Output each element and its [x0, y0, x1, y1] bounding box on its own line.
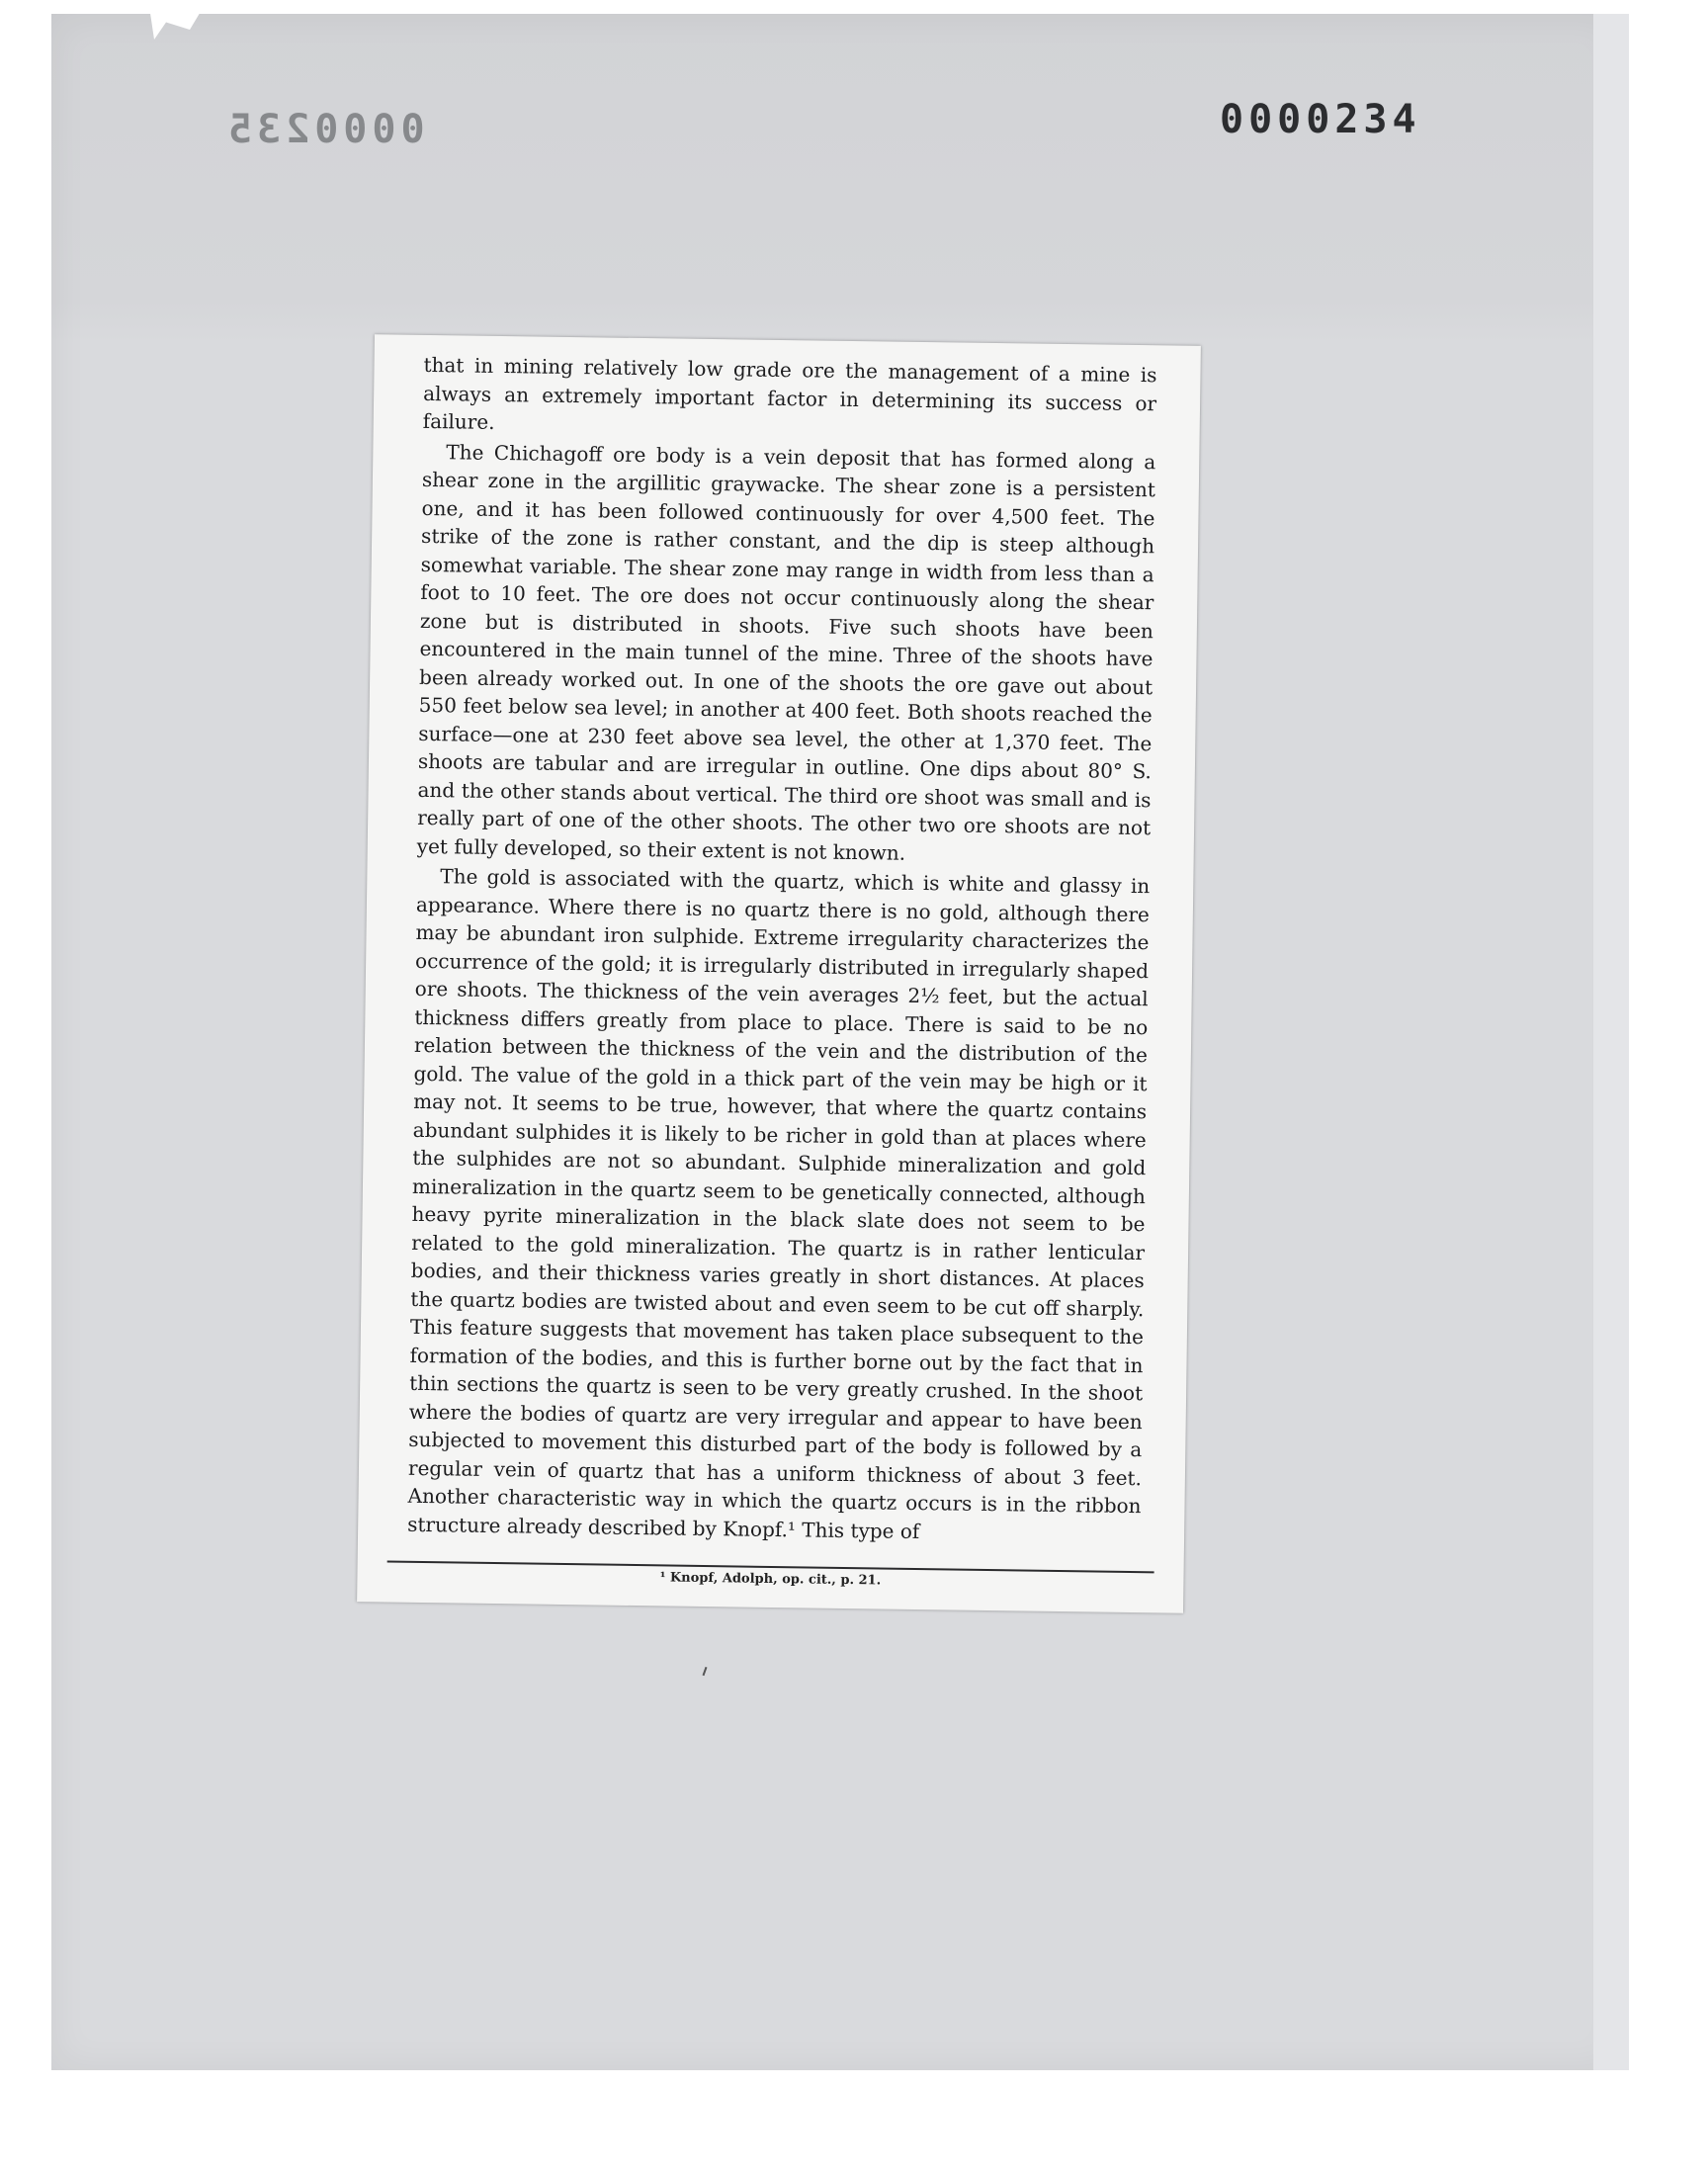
footnote: ¹ Knopf, Adolph, op. cit., p. 21.	[659, 1570, 882, 1589]
paragraph-3: The gold is associated with the quartz, which is white and glassy in appearance. Where there is no quartz there is no gold, although there may be abundant iron sulphide. Extreme irregularity characterizes the occurrence of the gold; it is irregularly distributed in irregularly shaped ore shoots. The thickness of the vein averages 2½ feet, but the actual thickness differs greatly from place to place. There is said to be no relation between the thickness of the vein and the distribution of the gold. The value of the gold in a thick part of the vein may be high or it may not. It seems to be true, however, that where the quartz contains abundant sulphides it is likely to be richer in gold than at places where the sulphides are not so abundant. Sulphide mineralization and gold mineralization in the quartz seem to be genetically connected, although heavy pyrite mineralization in the black slate does not seem to be related to the gold mineralization. The quartz is in rather lenticular bodies, and their thickness varies greatly in short distances. At places the quartz bodies are twisted about and even seem to be cut off sharply. This feature suggests that movement has taken place subsequent to the formation of the bodies, and this is further borne out by the fact that in thin sections the quartz is seen to be very greatly crushed. In the shoot where the bodies of quartz are very irregular and appear to have been subjected to movement this disturbed part of the body is followed by a regular vein of quartz that has a uniform thickness of about 3 feet. Another characteristic way in which the quartz occurs is in the ribbon structure already described by Knopf.¹ This type of	[407, 864, 1151, 1543]
page-stamp-bleedthrough: 0000235	[223, 107, 425, 152]
pasted-clipping	[357, 334, 1201, 1613]
page-stamp: 0000234	[1220, 97, 1421, 142]
clipping-body	[407, 351, 1157, 1548]
paragraph-2: The Chichagoff ore body is a vein deposit that has formed along a shear zone in the argillitic graywacke. The shear zone is a persistent one, and it has been followed continuously for over 4,500 feet. The strike of the zone is rather constant, and the dip is steep although somewhat variable. The shear zone may range in width from less than a foot to 10 feet. The ore does not occur continuously along the shear zone but is distributed in shoots. Five such shoots have been encountered in the main tunnel of the mine. Three of the shoots have been already worked out. In one of the shoots the ore gave out about 550 feet below sea level; in another at 400 feet. Both shoots reached the surface—one at 230 feet above sea level, the other at 1,370 feet. The shoots are tabular and are irregular in outline. One dips about 80° S. and the other stands about vertical. The third ore shoot was small and is really part of one of the other shoots. The other two ore shoots are not yet fully developed, so their extent is not known.	[416, 439, 1156, 865]
paragraph-1: that in mining relatively low grade ore the management of a mine is always an extremely important factor in determining its success or failure.	[422, 352, 1157, 434]
sheet-edge	[1593, 14, 1629, 2070]
